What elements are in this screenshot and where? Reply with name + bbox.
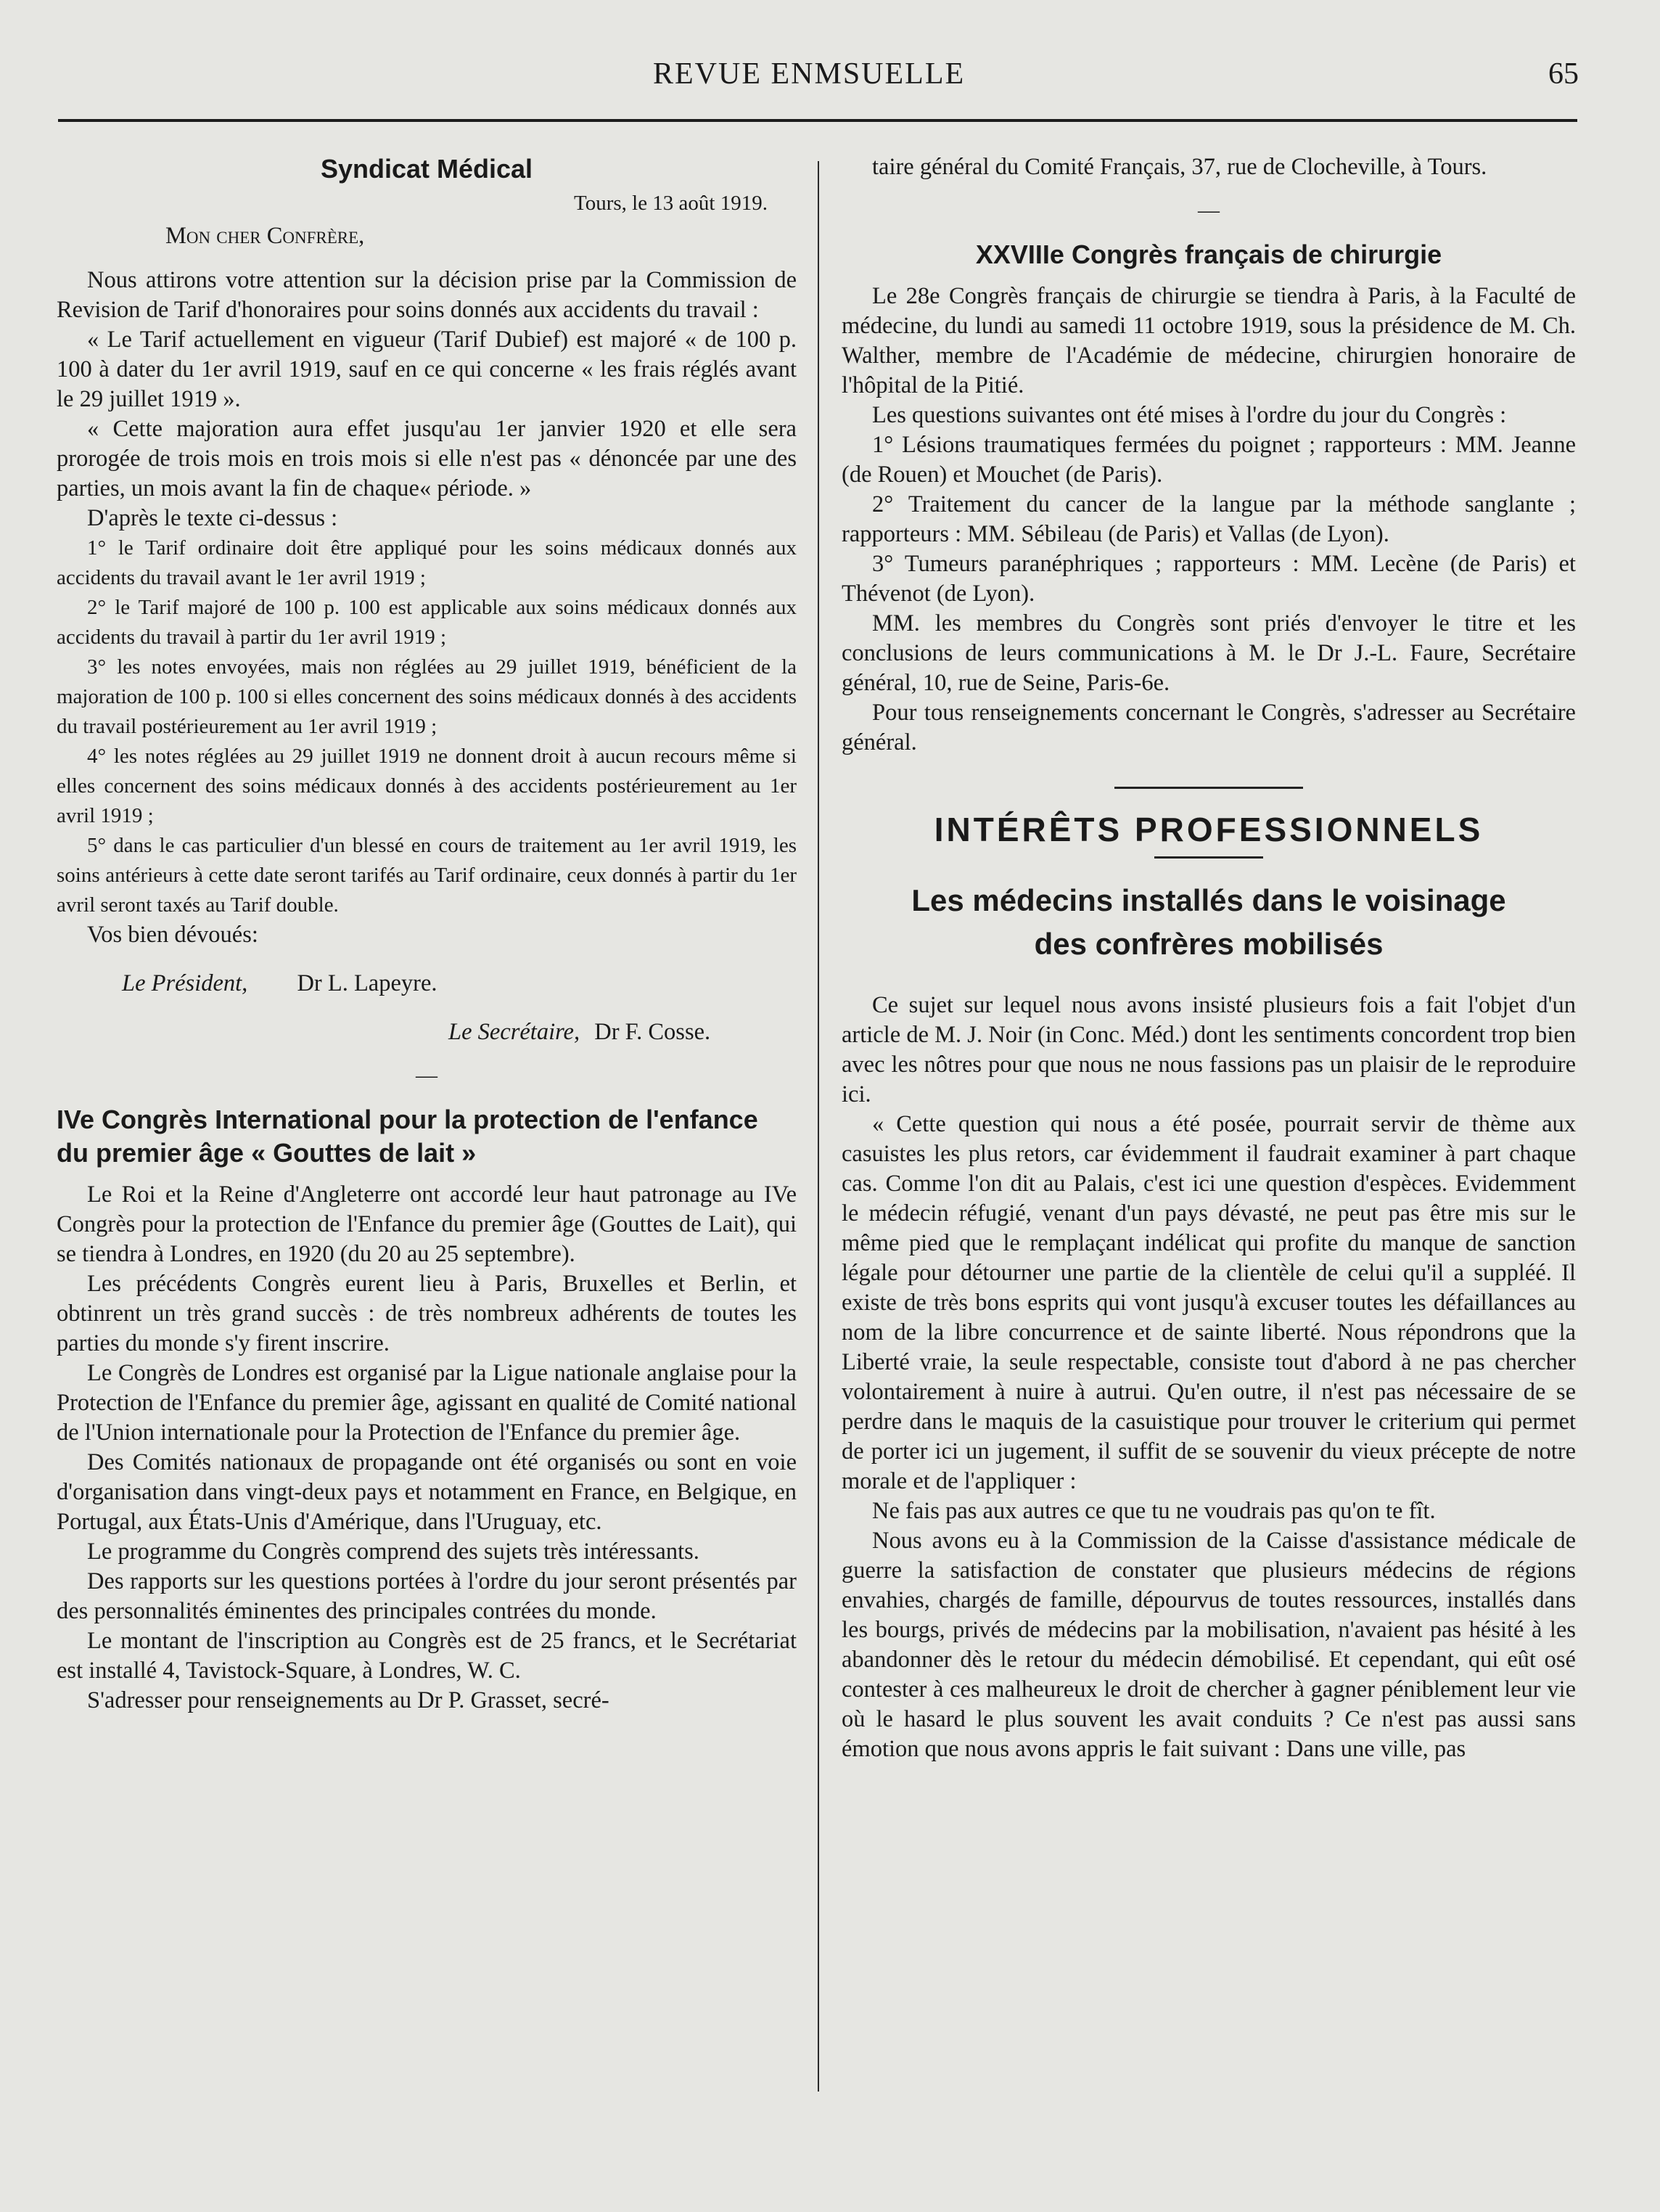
journal-title: REVUE ENMSUELLE (653, 57, 966, 91)
paragraph: S'adresser pour renseignements au Dr P. Grasset, secré- (87, 1687, 609, 1713)
article-title-line: Les médecins installés dans le voisinage (911, 883, 1506, 917)
paragraph: D'après le texte ci-dessus : (87, 505, 338, 531)
signature-name: Dr F. Cosse. (594, 1019, 711, 1045)
paragraph: Le programme du Congrès comprend des sujets très intéressants. (87, 1539, 699, 1565)
paragraph: Le Roi et la Reine d'Angleterre ont accordé leur haut patronage au IVe Congrès pour la protection de l'Enfance du premier âge (Gouttes de Lait), qui se tiendra à Londres, en 1920 (du 20 au 25 septembre). (57, 1181, 797, 1267)
column-divider (818, 161, 819, 2092)
section-title-chirurgie: XXVIIIe Congrès français de chirurgie (975, 239, 1442, 269)
list-item: 5° dans le cas particulier d'un blessé en cours de traitement au 1er avril 1919, les soins antérieurs à cette date seront tarifés au Tarif ordinaire, ceux donnés à partir du 1er avril seront taxés au Tarif double. (57, 834, 797, 917)
separator-dash: — (1198, 198, 1220, 222)
paragraph: Les questions suivantes ont été mises à l'ordre du jour du Congrès : (872, 402, 1507, 428)
list-item: 1° le Tarif ordinaire doit être appliqué pour les soins médicaux donnés aux accidents du travail avant le 1er avril 1919 ; (57, 536, 797, 589)
signature-name: Dr L. Lapeyre. (297, 970, 437, 996)
paragraph: Des rapports sur les questions portées à l'ordre du jour seront présentés par des personnalités éminentes des principales contrées du monde. (57, 1568, 797, 1624)
list-item: 2° le Tarif majoré de 100 p. 100 est applicable aux soins médicaux donnés aux accidents du travail à partir du 1er avril 1919 ; (57, 596, 797, 649)
paragraph: Ne fais pas aux autres ce que tu ne voudrais pas qu'on te fît. (872, 1498, 1436, 1524)
list-item: 2° Traitement du cancer de la langue par la méthode sanglante ; rapporteurs : MM. Sébileau (de Paris) et Vallas (de Lyon). (842, 491, 1576, 547)
paragraph: Ce sujet sur lequel nous avons insisté plusieurs fois a fait l'objet d'un article de M. J. Noir (in Conc. Méd.) dont les sentiments concordent trop bien avec les nôtres pour que nous ne nous fassions pas un plaisir de le reproduire ici. (842, 992, 1576, 1107)
paragraph: « Le Tarif actuellement en vigueur (Tarif Dubief) est majoré « de 100 p. 100 à dater du 1er avril 1919, sauf en ce qui concerne « les frais réglés avant le 29 juillet 1919 ». (57, 327, 797, 412)
rubric-banner: INTÉRÊTS PROFESSIONNELS (934, 811, 1484, 848)
paragraph: Le Congrès de Londres est organisé par la Ligue nationale anglaise pour la Protection de l'Enfance du premier âge, agissant en qualité de Comité national de l'Union internationale pour la Protection de l'Enfance du premier âge. (57, 1360, 797, 1446)
separator-dash: — (416, 1063, 437, 1087)
paragraph: taire général du Comité Français, 37, rue de Clocheville, à Tours. (872, 154, 1487, 180)
paragraph: Des Comités nationaux de propagande ont été organisés ou sont en voie d'organisation dans vingt-deux pays et notamment en France, en Belgique, en Portugal, aux États-Unis d'Amérique, dans l'Uruguay, etc. (57, 1449, 797, 1535)
paragraph: « Cette question qui nous a été posée, pourrait servir de thème aux casuistes les plus retors, car évidemment il faudrait examiner à part chaque cas. Comme l'on dit au Palais, c'est ici une question d'espèces. Evidemment le médecin réfugié, venant d'un pays dévasté, ne peut pas être mis sur le même pied que le remplaçant indélicat qui profite du manque de sanction légale pour détourner une partie de la clientèle de celui qu'il a suppléé. Il existe de très bons esprits qui vont jusqu'à excuser toutes les défaillances au nom de la libre concurrence et de sainte liberté. Nous répondrons que la Liberté vraie, la seule respectable, consiste tout d'abord à ne pas chercher volontairement à nuire à autrui. Qu'en outre, il n'est pas nécessaire de se perdre dans le maquis de la casuistique pour trouver le criterium qui permet de porter ici un jugement, il suffit de se souvenir du vieux précepte de notre morale et de l'appliquer : (842, 1111, 1576, 1494)
list-item: 1° Lésions traumatiques fermées du poignet ; rapporteurs : MM. Jeanne (de Rouen) et Mouchet (de Paris). (842, 432, 1576, 488)
page-number: 65 (1548, 57, 1579, 91)
paragraph: Nous attirons votre attention sur la décision prise par la Commission de Revision de Tarif d'honoraires pour soins donnés aux accidents du travail : (57, 267, 797, 323)
dateline: Tours, le 13 août 1919. (574, 192, 768, 215)
list-item: 3° les notes envoyées, mais non réglées au 29 juillet 1919, bénéficient de la majoration de 100 p. 100 si elles concernent des soins médicaux donnés à des accidents du travail postérieurement au 1er avril 1919 ; (57, 655, 797, 738)
salutation: Mon cher Confrère, (165, 223, 365, 249)
article-title (842, 879, 1576, 966)
list-item: 4° les notes réglées au 29 juillet 1919 ne donnent droit à aucun recours même si elles concernent des soins médicaux donnés à des accidents postérieurement au 1er avril 1919 ; (57, 745, 797, 827)
header-rule (58, 119, 1577, 122)
signature-president (122, 969, 797, 999)
paragraph: Nous avons eu à la Commission de la Caisse d'assistance médicale de guerre la satisfaction de constater que plusieurs médecins de régions envahies, chargés de famille, dépourvus de toutes ressources, installés dans les bourgs, privés de médecins par la mobilisation, n'avaient pas hésité à les abandonner dès le retour du médecin démobilisé. Et cependant, qui eût osé contester à ces malheureux le droit de chercher à gagner péniblement leur vie où le hasard le plus souvent les avait conduits ? Ce n'est pas aussi sans émotion que nous avons appris le fait suivant : Dans une ville, pas (842, 1528, 1576, 1762)
section-title-syndicat: Syndicat Médical (320, 154, 533, 184)
signature-role: Le Secrétaire, (448, 1019, 580, 1045)
signature-secretary (448, 1017, 797, 1047)
signature-role: Le Président, (122, 970, 248, 996)
list-item: 3° Tumeurs paranéphriques ; rapporteurs : MM. Lecène (de Paris) et Thévenot (de Lyon). (842, 551, 1576, 607)
right-column (842, 152, 1576, 1764)
closing: Vos bien dévoués: (87, 922, 258, 948)
paragraph: Le 28e Congrès français de chirurgie se tiendra à Paris, à la Faculté de médecine, du lundi au samedi 11 octobre 1919, sous la présidence de M. Ch. Walther, membre de l'Académie de médecine, chirurgien honoraire de l'hôpital de la Pitié. (842, 283, 1576, 398)
paragraph: Les précédents Congrès eurent lieu à Paris, Bruxelles et Berlin, et obtinrent un très grand succès : de très nombreux adhérents de toutes les parties du monde s'y firent inscrire. (57, 1271, 797, 1356)
article-title-line: des confrères mobilisés (1034, 927, 1384, 961)
paragraph: Pour tous renseignements concernant le Congrès, s'adresser au Secrétaire général. (842, 700, 1576, 755)
left-column (57, 152, 797, 1716)
paragraph: « Cette majoration aura effet jusqu'au 1er janvier 1920 et elle sera prorogée de trois mois en trois mois si elle n'est pas « dénoncée par une des parties, un mois avant la fin de chaque« période. » (57, 416, 797, 501)
paragraph: Le montant de l'inscription au Congrès est de 25 francs, et le Secrétariat est installé 4, Tavistock-Square, à Londres, W. C. (57, 1628, 797, 1684)
section-rule (1114, 787, 1303, 789)
banner-rule (1154, 856, 1263, 859)
section-title-gouttes-de-lait: IVe Congrès International pour la protection de l'enfance du premier âge « Gouttes de lait » (57, 1105, 758, 1168)
paragraph: MM. les membres du Congrès sont priés d'envoyer le titre et les conclusions de leurs communications à M. le Dr J.-L. Faure, Secrétaire général, 10, rue de Seine, Paris-6e. (842, 610, 1576, 696)
